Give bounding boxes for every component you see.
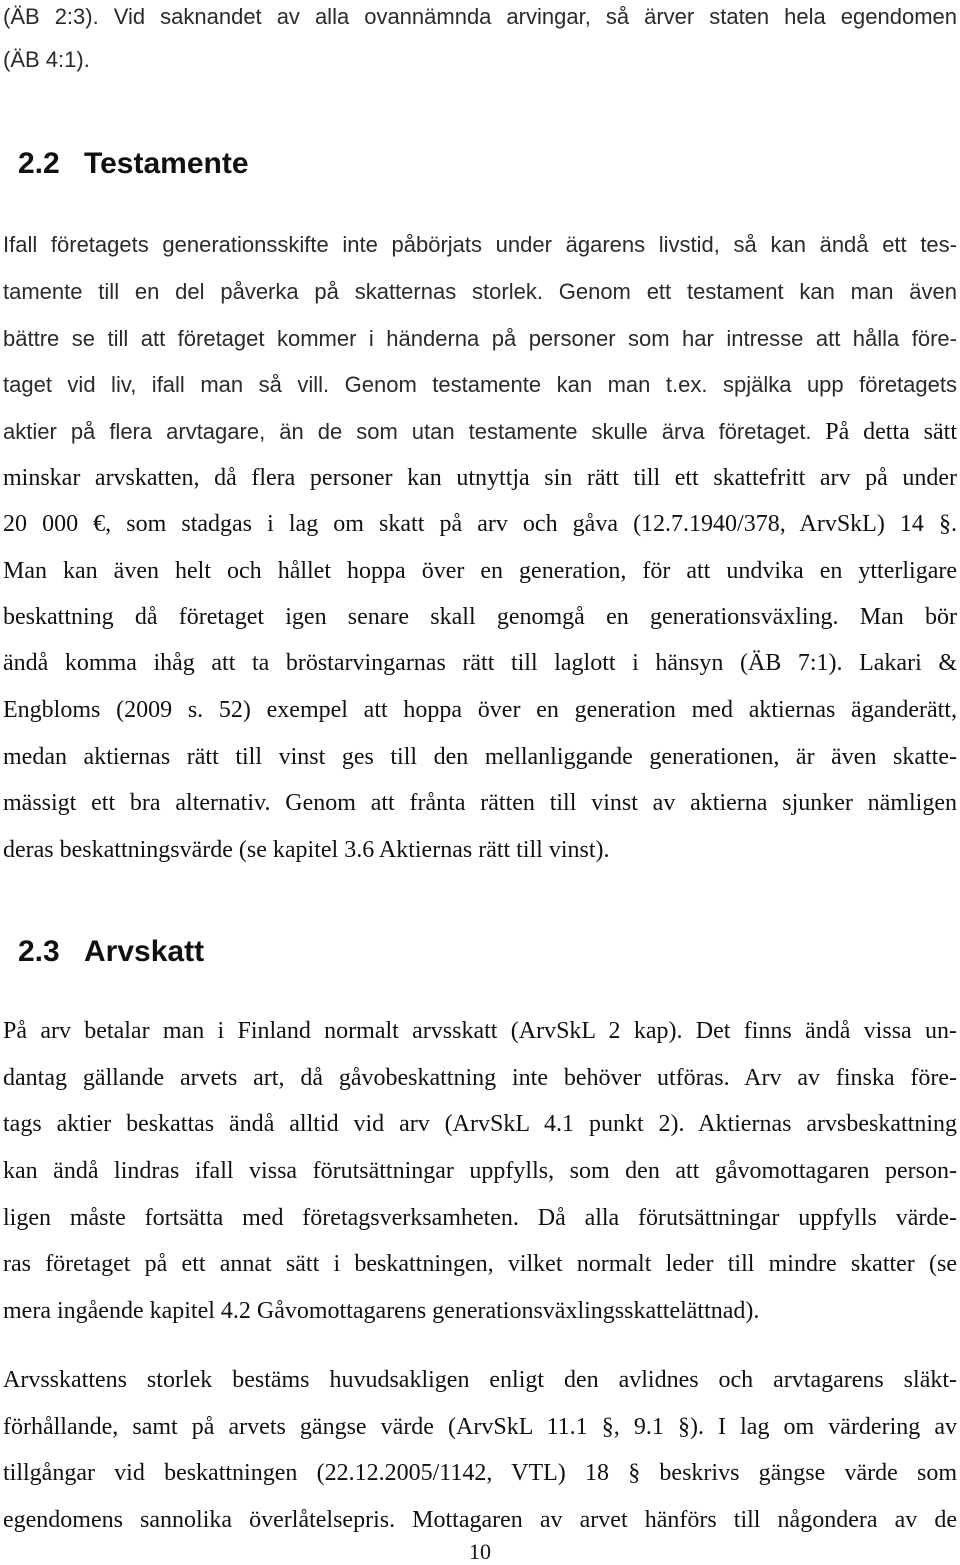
body-line: kan ändå lindras ifall vissa förutsättningar uppfylls, som den att gåvomottagaren person- [3,1158,957,1184]
body-line: mera ingående kapitel 4.2 Gåvomottagarens generationsväxlingsskattelättnad). [3,1298,760,1324]
section-number: 2.3 [18,935,60,968]
body-line: dantag gällande arvets art, då gåvobeskattning inte behöver utföras. Arv av finska före- [3,1065,957,1091]
body-line: bättre se till att företaget kommer i händerna på personer som har intresse att hålla före- [3,326,957,351]
body-line: Man kan även helt och hållet hoppa över en generation, för att undvika en ytterligare [3,558,957,584]
body-line: taget vid liv, ifall man så vill. Genom testamente kan man t.ex. spjälka upp företagets [3,372,957,397]
body-line-mixed [3,417,957,447]
section-heading-2-3 [18,934,204,970]
body-line: Engbloms (2009 s. 52) exempel att hoppa över en generation med aktiernas äganderätt, [3,697,957,723]
body-line: förhållande, samt på arvets gängse värde (ArvSkL 11.1 §, 9.1 §). I lag om värdering av [3,1414,957,1440]
body-text-sans: aktier på flera arvtagare, än de som utan testamente skulle ärva företaget. [3,419,812,444]
section-title: Testamente [84,147,249,180]
body-line: medan aktiernas rätt till vinst ges till den mellanliggande generationen, är även skatte- [3,744,957,770]
section-title: Arvskatt [84,935,205,968]
section-number: 2.2 [18,147,60,180]
body-line: Ifall företagets generationsskifte inte påbörjats under ägarens livstid, så kan ändå ett tes- [3,232,957,257]
body-line: 20 000 €, som stadgas i lag om skatt på arv och gåva (12.7.1940/378, ArvSkL) 14 §. [3,511,957,537]
body-line: tamente till en del påverka på skatternas storlek. Genom ett testament kan man även [3,279,957,304]
body-line: (ÄB 4:1). [3,47,90,72]
page-number: 10 [469,1539,491,1564]
body-line: beskattning då företaget igen senare skall genomgå en generationsväxling. Man bör [3,604,957,630]
body-text-serif: På detta sätt [825,419,958,445]
body-line: mässigt ett bra alternativ. Genom att frånta rätten till vinst av aktierna sjunker nämligen [3,790,957,816]
body-line: ras företaget på ett annat sätt i beskattningen, vilket normalt leder till mindre skatter (se [3,1251,957,1277]
body-line: På arv betalar man i Finland normalt arvsskatt (ArvSkL 2 kap). Det finns ändå vissa un- [3,1018,957,1044]
body-line: egendomens sannolika överlåtelsepris. Mottagaren av arvet hänförs till någondera av de [3,1507,957,1533]
body-line: minskar arvskatten, då flera personer kan utnyttja sin rätt till ett skattefritt arv på under [3,465,957,491]
body-line: tags aktier beskattas ändå alltid vid arv (ArvSkL 4.1 punkt 2). Aktiernas arvsbeskattning [3,1111,957,1137]
section-heading-2-2 [18,146,249,182]
body-line: ändå komma ihåg att ta bröstarvingarnas rätt till laglott i hänsyn (ÄB 7:1). Lakari & [3,650,957,676]
body-line: tillgångar vid beskattningen (22.12.2005/1142, VTL) 18 § beskrivs gängse värde som [3,1460,957,1486]
body-line: (ÄB 2:3). Vid saknandet av alla ovannämnda arvingar, så ärver staten hela egendomen [3,4,957,29]
body-line: ligen måste fortsätta med företagsverksamheten. Då alla förutsättningar uppfylls värde- [3,1205,957,1231]
body-line: Arvsskattens storlek bestäms huvudsakligen enligt den avlidnes och arvtagarens släkt- [3,1367,957,1393]
body-line: deras beskattningsvärde (se kapitel 3.6 Aktiernas rätt till vinst). [3,837,610,863]
